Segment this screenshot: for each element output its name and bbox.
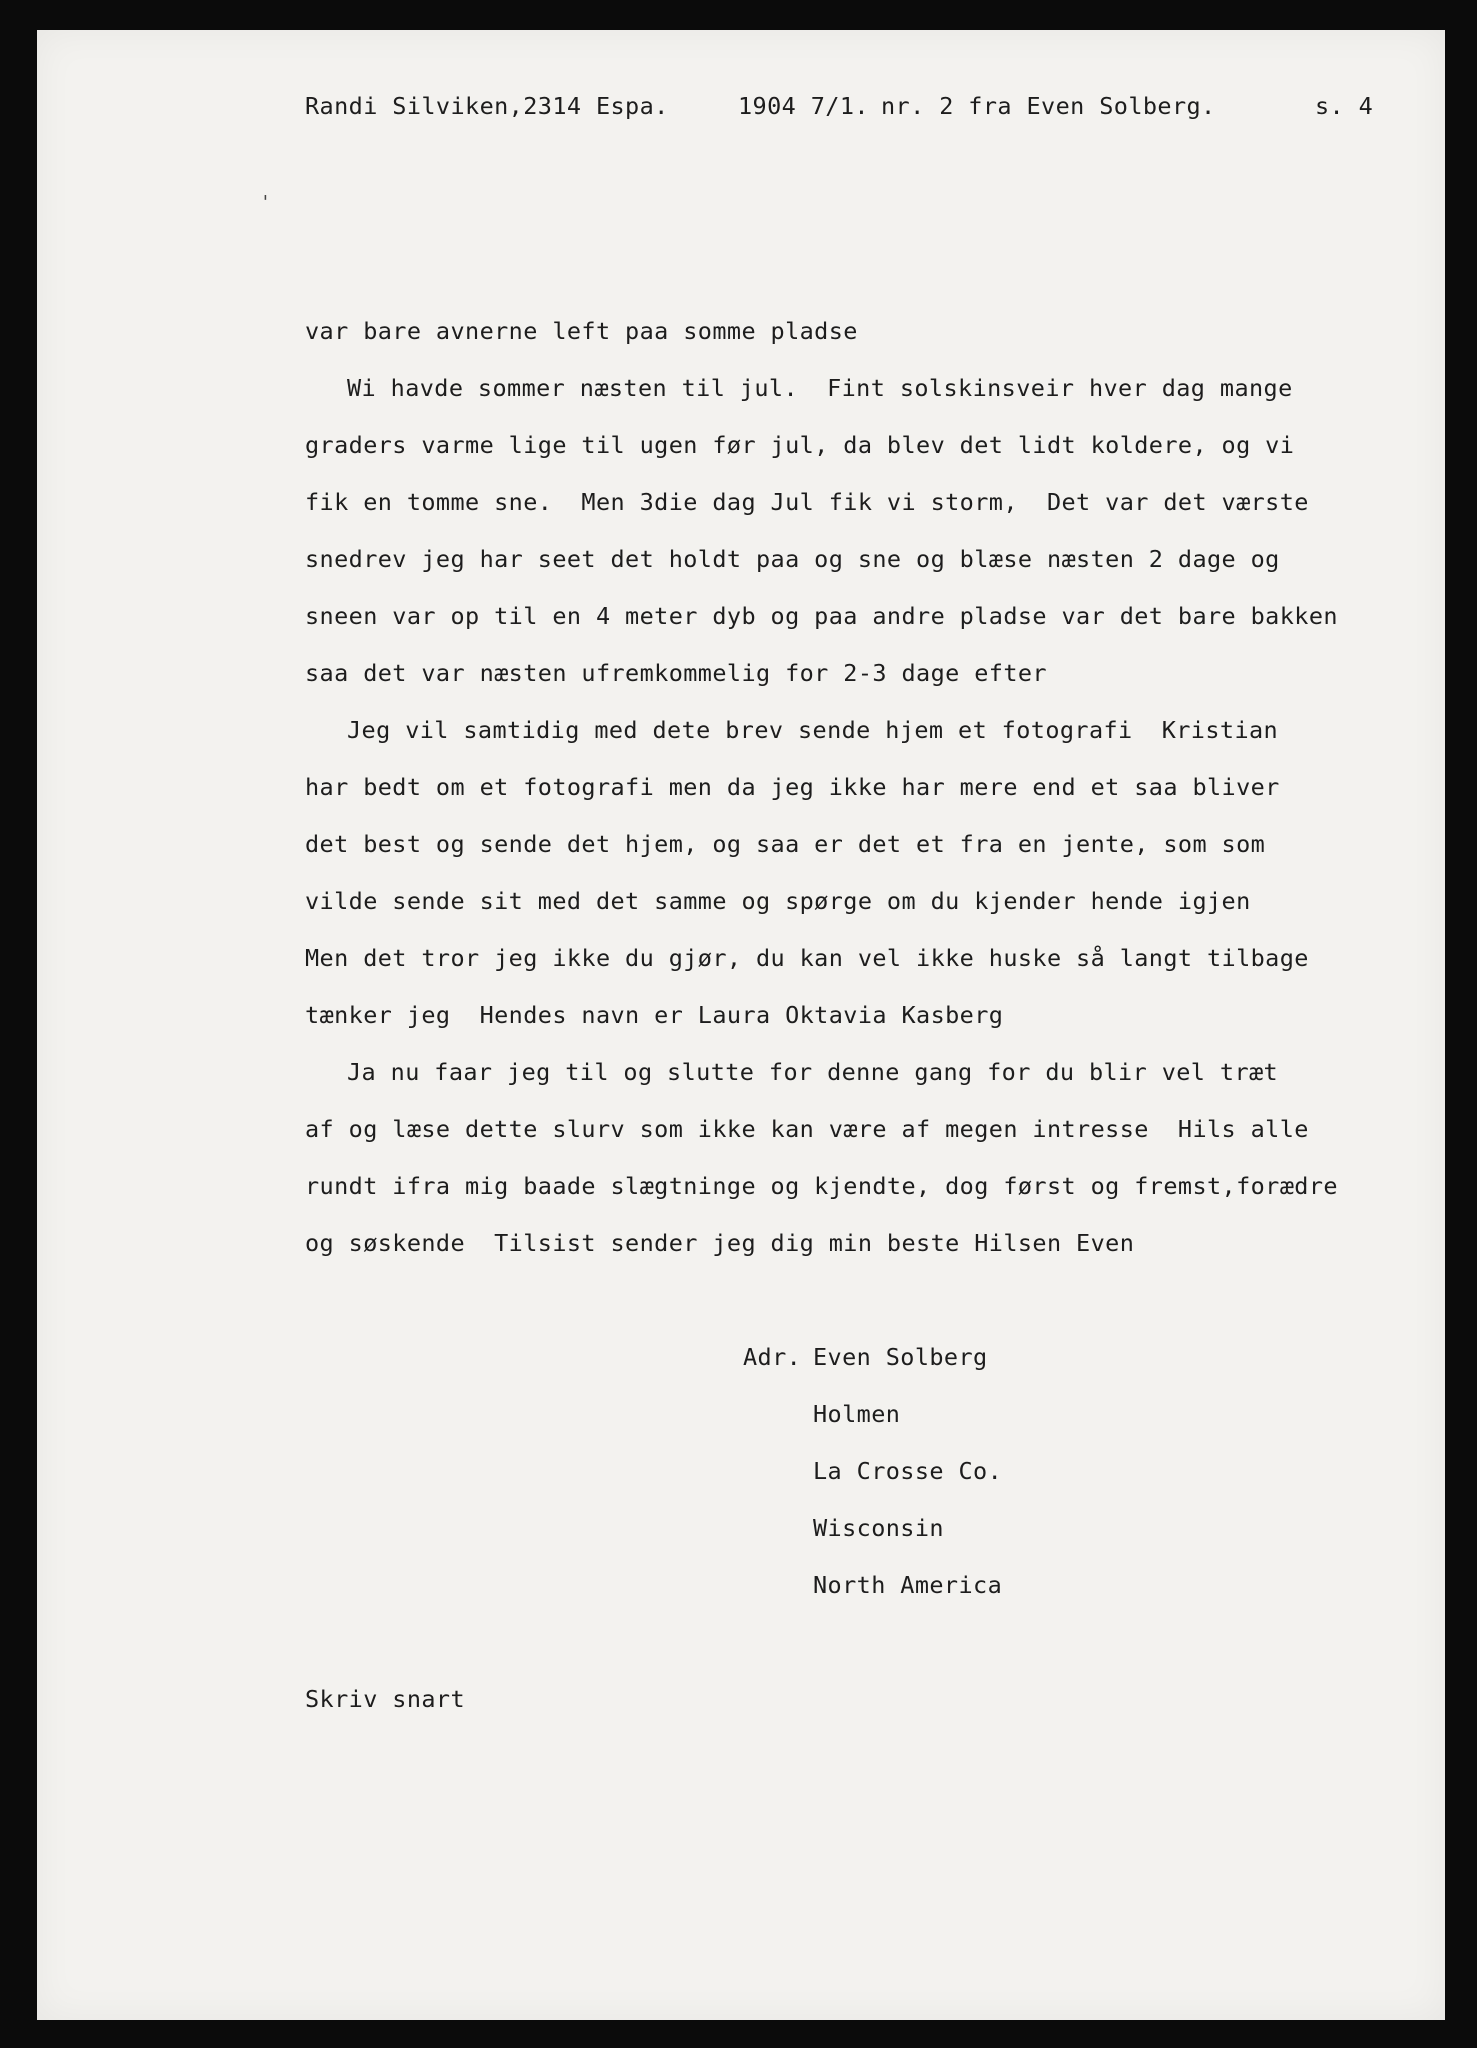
header-letter-ref: nr. 2 fra Even Solberg. (881, 92, 1216, 120)
header-source: Randi Silviken,2314 Espa. (305, 92, 669, 120)
body-line: Jeg vil samtidig med dete brev sende hjem et fotografi Kristian (347, 716, 1279, 744)
body-line: af og læse dette slurv som ikke kan være af megen intresse Hils alle (305, 1115, 1309, 1143)
body-line: var bare avnerne left paa somme pladse (305, 317, 858, 345)
address-line: La Crosse Co. (813, 1457, 1003, 1485)
address-line: North America (813, 1571, 1003, 1599)
header-date: 1904 7/1. (738, 92, 869, 120)
body-line: det best og sende det hjem, og saa er det et fra en jente, som som (305, 830, 1266, 858)
body-line: vilde sende sit med det samme og spørge om du kjender hende igjen (305, 887, 1251, 915)
body-line: saa det var næsten ufremkommelig for 2-3 dage efter (305, 659, 1047, 687)
address-label: Adr. (743, 1343, 802, 1371)
body-line: graders varme lige til ugen før jul, da blev det lidt koldere, og vi (305, 431, 1295, 459)
body-line: har bedt om et fotografi men da jeg ikke har mere end et saa bliver (305, 773, 1280, 801)
body-line: og søskende Tilsist sender jeg dig min beste Hilsen Even (305, 1229, 1135, 1257)
body-line: Wi havde sommer næsten til jul. Fint solskinsveir hver dag mange (347, 374, 1293, 402)
body-line: Ja nu faar jeg til og slutte for denne gang for du blir vel træt (347, 1058, 1279, 1086)
header-page-number: s. 4 (1315, 92, 1374, 120)
body-line: tænker jeg Hendes navn er Laura Oktavia Kasberg (305, 1001, 1004, 1029)
address-line: Even Solberg (813, 1343, 988, 1371)
address-line: Holmen (813, 1400, 901, 1428)
body-line: sneen var op til en 4 meter dyb og paa andre pladse var det bare bakken (305, 602, 1338, 630)
stray-mark: ' (260, 192, 271, 213)
document-page (37, 30, 1445, 2020)
body-line: fik en tomme sne. Men 3die dag Jul fik vi storm, Det var det værste (305, 488, 1309, 516)
body-line: rundt ifra mig baade slægtninge og kjendte, dog først og fremst,forædre (305, 1172, 1338, 1200)
closing-line: Skriv snart (305, 1685, 466, 1713)
body-line: snedrev jeg har seet det holdt paa og sne og blæse næsten 2 dage og (305, 545, 1280, 573)
body-line: Men det tror jeg ikke du gjør, du kan vel ikke huske så langt tilbage (305, 944, 1309, 972)
address-line: Wisconsin (813, 1514, 944, 1542)
